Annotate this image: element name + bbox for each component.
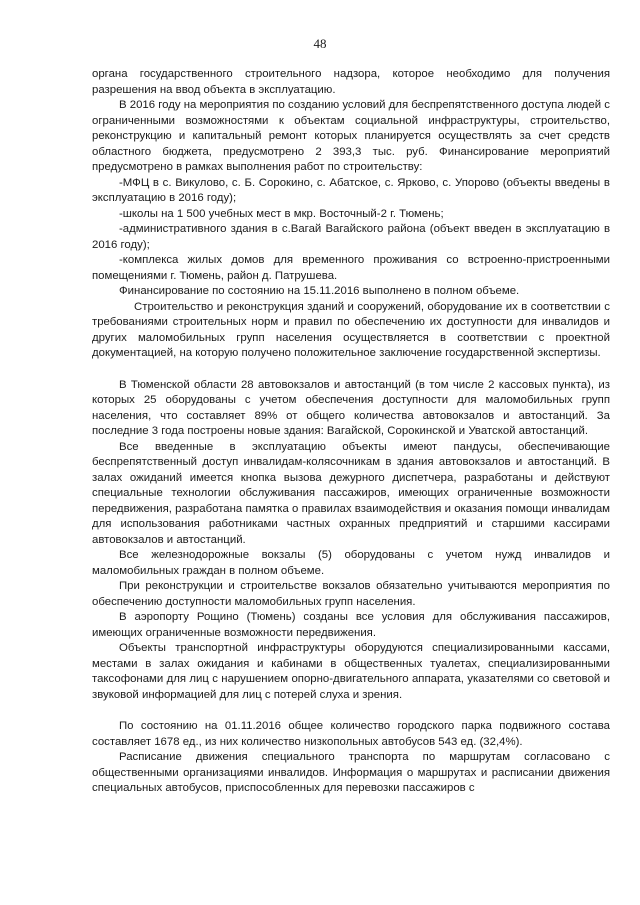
page-number: 48	[313, 36, 327, 51]
paragraph-1: органа государственного строительного надзора, которое необходимо для получения разрешения на ввод объекта в эксплуатацию.	[92, 68, 610, 96]
paragraph-bus-fleet: По состоянию на 01.11.2016 общее количество городского парка подвижного состава составляет 1678 ед., из них количество низкопольных автобусов 543 ед. (32,4%).	[92, 720, 610, 748]
paragraph-construction: Строительство и реконструкция зданий и сооружений, оборудование их в соответствии с требованиями строительных норм и правил по обеспечению их доступности для инвалидов и других маломобильных групп населения осуществляется в соответствии с проектной документацией, на которую получено положительное заключение государственной экспертизы.	[92, 300, 610, 359]
paragraph-2: В 2016 году на мероприятия по созданию условий для беспрепятственного доступа людей с ограниченными возможностями к объектам социальной инфраструктуры, строительство, реконструкцию и капитальный ремонт которых планируется осуществлять за счет средств областного бюджета, предусмотрено 2 393,3 тыс. руб. Финансирование мероприятий предусмотрено в рамках выполнения работ по строительству:	[92, 99, 610, 173]
paragraph-reconstruction: При реконструкции и строительстве вокзалов обязательно учитываются мероприятия по обеспечению доступности маломобильных групп населения.	[92, 580, 610, 608]
list-item-housing: -комплекса жилых домов для временного проживания со встроенно-пристроенными помещениями г. Тюмень, район д. Патрушева.	[92, 254, 610, 282]
paragraph-ramps: Все введенные в эксплуатацию объекты имеют пандусы, обеспечивающие беспрепятственный доступ инвалидам-колясочникам в здания автовокзалов и автостанций. В залах ожиданий имеется кнопка вызова дежурного диспетчера, разработаны и действуют специальные технологии обслуживания пассажиров, имеющих ограниченные возможности передвижения, разработана памятка о правилах взаимодействия и оказания помощи инвалидам для использования работниками частных охранных предприятий и старшими кассирами автовокзалов и автостанций.	[92, 440, 610, 546]
paragraph-schedule: Расписание движения специального транспорта по маршрутам согласовано с общественными организациями инвалидов. Информация о маршрутах и расписании движения специальных автобусов, приспособленных для перевозки пассажиров с	[92, 751, 610, 794]
list-item-mfc: -МФЦ в с. Викулово, с. Б. Сорокино, с. Абатское, с. Ярково, с. Упорово (объекты введены в эксплуатацию в 2016 году);	[92, 176, 610, 204]
body-text	[92, 67, 610, 797]
list-item-admin-building: -административного здания в с.Вагай Вагайского района (объект введен в эксплуатацию в 2016 году);	[92, 223, 610, 251]
paragraph-financing: Финансирование по состоянию на 15.11.2016 выполнено в полном объеме.	[119, 285, 520, 297]
paragraph-railway: Все железнодорожные вокзалы (5) оборудованы с учетом нужд инвалидов и маломобильных граждан в полном объеме.	[92, 549, 610, 577]
list-item-school: -школы на 1 500 учебных мест в мкр. Восточный-2 г. Тюмень;	[119, 207, 444, 220]
paragraph-bus-stations: В Тюменской области 28 автовокзалов и автостанций (в том числе 2 кассовых пункта), из которых 25 оборудованы с учетом обеспечения доступности для маломобильных групп населения, что составляет 89% от общего количества автовокзалов и автостанций. За последние 3 года построены новые здания: Вагайской, Сорокинской и Уватской автостанций.	[92, 378, 610, 437]
paragraph-transport-objects: Объекты транспортной инфраструктуры оборудуются специализированными кассами, местами в залах ожидания и кабинами в общественных туалетах, специализированными таксофонами для лиц с нарушением опорно-двигательного аппарата, указателями со световой и звуковой информацией для лиц с потерей слуха и зрения.	[92, 642, 610, 701]
paragraph-airport: В аэропорту Рощино (Тюмень) созданы все условия для обслуживания пассажиров, имеющих ограниченные возможности передвижения.	[92, 611, 610, 639]
